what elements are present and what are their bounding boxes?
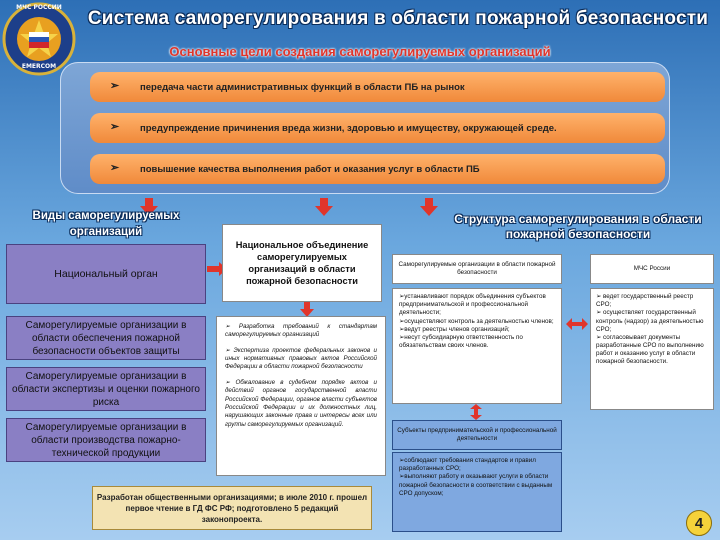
bullet-arrow-icon: ➢ — [596, 333, 604, 341]
bullet-arrow-icon: ➢ — [399, 293, 405, 300]
national-union-box: Национальное объединение саморегулируемых организаций в области пожарной безопасности — [222, 224, 382, 302]
sro-header: Саморегулируемые организации в области пожарной безопасности — [392, 254, 562, 284]
bullet-arrow-icon: ➢ — [399, 473, 405, 481]
arrow-down-icon — [420, 198, 438, 216]
bullet-arrow-icon: ➢ — [110, 80, 120, 92]
list-item: ➢соблюдают требования стандартов и правил разработанных СРО; — [399, 457, 536, 473]
bullet-arrow-icon: ➢ — [110, 121, 120, 133]
bullet-arrow-icon: ➢ — [225, 346, 234, 354]
structure-title: Структура саморегулирования в области пожарной безопасности — [454, 212, 702, 241]
sro-type-box: Саморегулируемые организации в области экспертизы и оценки пожарного риска — [6, 367, 206, 411]
bullet-arrow-icon: ➢ — [110, 162, 120, 174]
page-number: 4 — [686, 510, 712, 536]
mchs-functions — [590, 288, 714, 410]
list-item: ➢выполняют работу и оказывают услуги в области пожарной безопасности в соответствии с выданным СРО допуском; — [399, 473, 553, 497]
subjects-functions — [392, 452, 562, 532]
sro-type-box: Саморегулируемые организации в области обеспечения пожарной безопасности объектов защиты — [6, 316, 206, 360]
function-item: ➢ Разработка требований к стандартам саморегулируемых организаций — [225, 323, 378, 339]
goal-item: ➢ предупреждение причинения вреда жизни, здоровью и имуществу, окружающей среде. — [90, 113, 665, 143]
emblem-top-text: МЧС РОССИИ — [16, 4, 62, 11]
goals-title: Основные цели создания саморегулируемых организаций — [169, 44, 551, 59]
national-union-functions — [216, 316, 386, 476]
page-title: Система саморегулирования в области пожарной безопасности — [87, 8, 709, 29]
list-item: ➢несут субсидиарную ответственность по обязательствам своих членов. — [399, 333, 523, 350]
list-item: ➢ согласовывает документы разработанные СРО по выполнению работ и оказанию услуг в области пожарной безопасности. — [596, 333, 704, 366]
double-arrow-vertical-icon — [470, 404, 482, 420]
bullet-arrow-icon: ➢ — [596, 293, 604, 300]
bullet-arrow-icon: ➢ — [225, 378, 236, 386]
function-item: ➢ Экспертиза проектов федеральных законов и иных нормативных правовых актов Российской Федерации в области пожарной безопасности — [225, 346, 377, 371]
bullet-arrow-icon: ➢ — [399, 317, 405, 325]
arrow-down-icon — [315, 198, 333, 216]
bullet-arrow-icon: ➢ — [399, 457, 405, 464]
mchs-header: МЧС России — [590, 254, 714, 284]
types-title: Виды саморегулируемых организаций — [32, 210, 180, 238]
emblem-bottom-text: EMERCOM — [21, 63, 57, 70]
function-item: ➢ Обжалование в судебном порядке актов и действий органов государственной власти Российской Федерации, органов власти субъектов Российской Федерации и их должностных лиц, нарушающих законные права и интересы всех или группы саморегулируемых организаций. — [225, 378, 377, 428]
goal-item: ➢ передача части административных функций в области ПБ на рынок — [90, 72, 665, 102]
double-arrow-icon — [566, 318, 588, 330]
list-item: ➢ведут реестры членов организаций; — [399, 325, 510, 333]
bullet-arrow-icon: ➢ — [399, 325, 405, 333]
bullet-arrow-icon: ➢ — [596, 309, 604, 317]
national-body-box: Национальный орган — [6, 244, 206, 304]
subjects-header: Субъекты предпринимательской и профессиональной деятельности — [392, 420, 562, 450]
sro-functions — [392, 288, 562, 404]
arrow-down-icon — [300, 301, 314, 317]
list-item: ➢устанавливают порядок объединения субъектов предпринимательской и профессиональной деятельности; — [399, 293, 546, 317]
bullet-arrow-icon: ➢ — [225, 323, 239, 330]
goal-item: ➢ повышение качества выполнения работ и оказания услуг в области ПБ — [90, 154, 665, 184]
bill-note: Разработан общественными организациями; в июле 2010 г. прошел первое чтение в ГД ФС РФ; подготовлено 5 редакций законопроекта. — [92, 486, 372, 530]
list-item: ➢осуществляют контроль за деятельностью членов; — [399, 317, 554, 325]
bullet-arrow-icon: ➢ — [399, 333, 405, 341]
list-item: ➢ ведет государственный реестр СРО; — [596, 293, 694, 309]
sro-type-box: Саморегулируемые организации в области производства пожарно-технической продукции — [6, 418, 206, 462]
list-item: ➢ осуществляет государственный контроль (надзор) за деятельностью СРО; — [596, 309, 704, 333]
